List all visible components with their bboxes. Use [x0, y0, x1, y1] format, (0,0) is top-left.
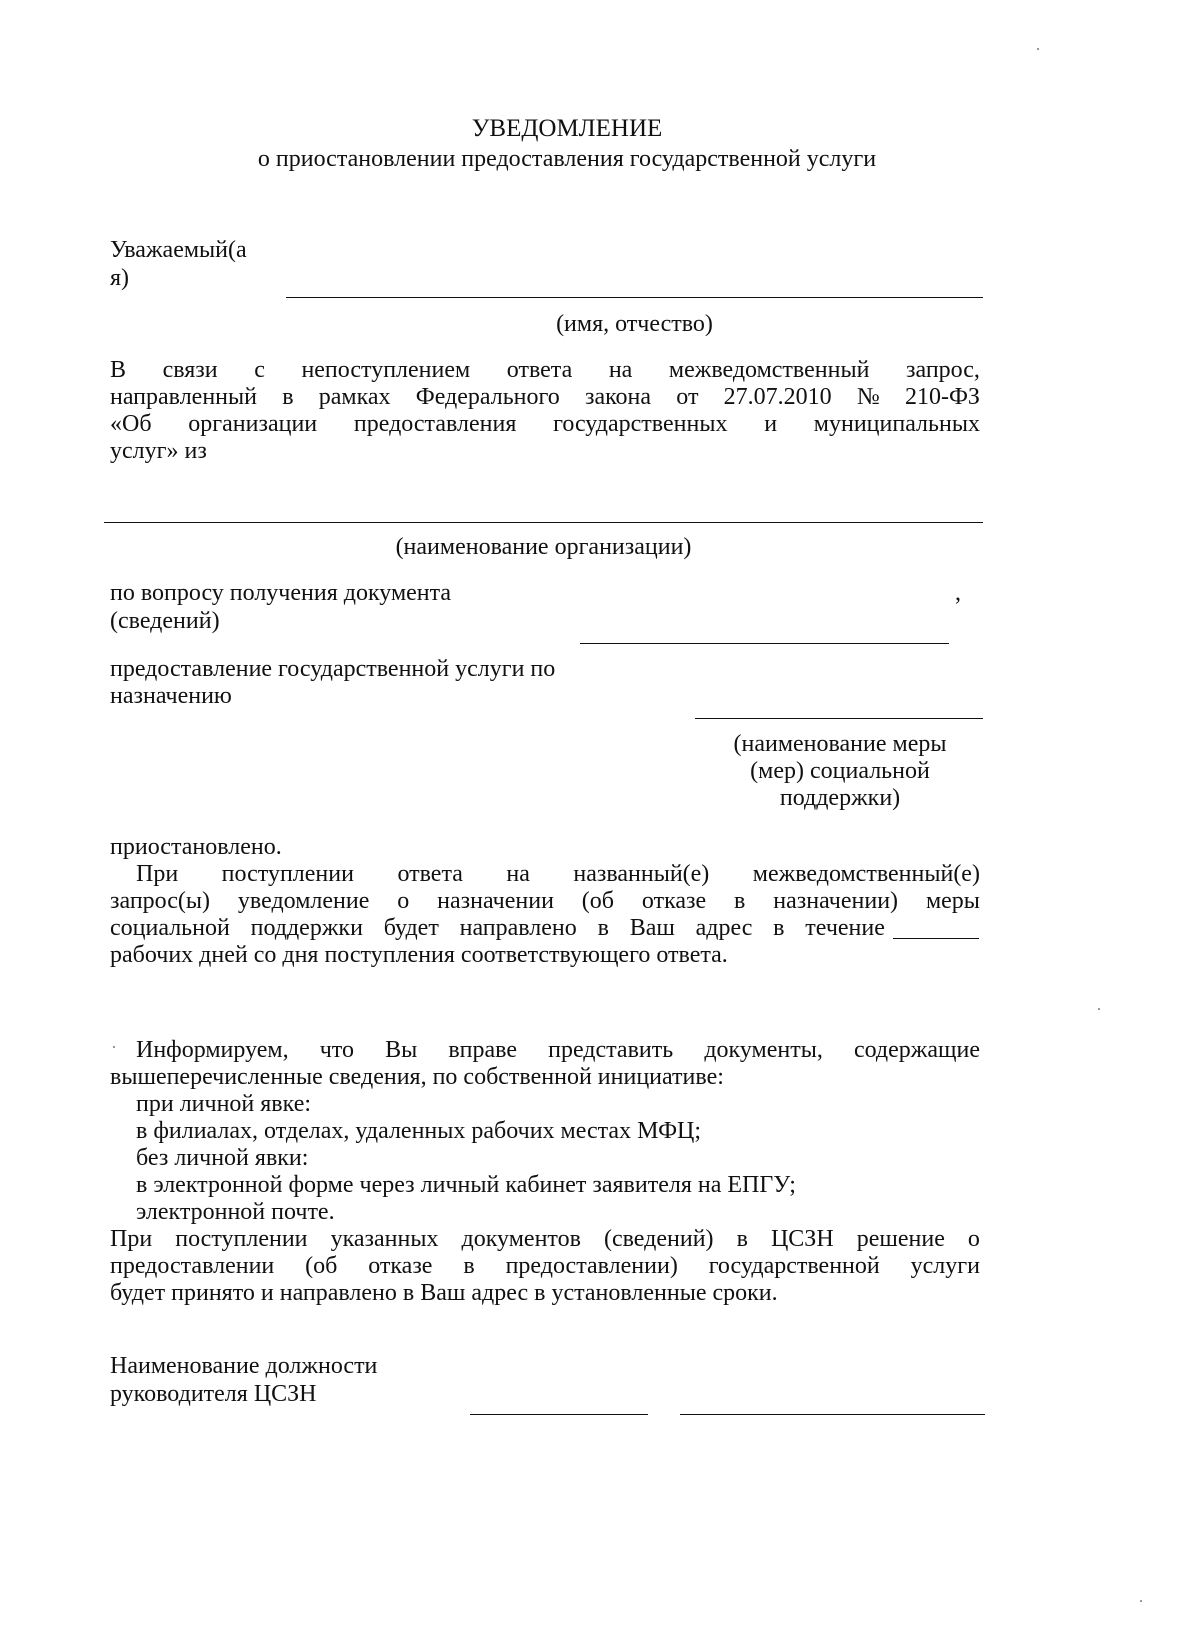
inform-final-line2: предоставлении (об отказе в предоставлении) государственной услуги — [110, 1253, 980, 1279]
document-question-line1: по вопросу получения документа — [110, 580, 452, 606]
inform-line2: вышеперечисленные сведения, по собственной инициативе: — [110, 1064, 724, 1090]
measure-caption-line2: (мер) социальной — [750, 758, 930, 784]
inform-item5: электронной почте. — [136, 1199, 335, 1225]
intro-line1: В связи с непоступлением ответа на межведомственный запрос, — [110, 357, 980, 383]
inform-item3: без личной явки: — [136, 1145, 309, 1171]
service-line1: предоставление государственной услуги по — [110, 656, 556, 682]
inform-final-line1: При поступлении указанных документов (сведений) в ЦСЗН решение о — [110, 1226, 980, 1252]
scan-speck — [1140, 1600, 1142, 1602]
measure-caption-line3: поддержки) — [779, 785, 901, 811]
document-question-comma: , — [955, 580, 961, 606]
document-question-line2: (сведений) — [110, 608, 220, 634]
measure-blank-line — [695, 718, 983, 719]
salutation-line1: Уважаемый(а — [110, 237, 247, 263]
inform-final-line3: будет принято и направлено в Ваш адрес в установленные сроки. — [110, 1280, 778, 1306]
document-subtitle: о приостановлении предоставления государственной услуги — [257, 146, 877, 172]
signature-position-line1: Наименование должности — [110, 1353, 378, 1379]
inform-item4: в электронной форме через личный кабинет заявителя на ЕПГУ; — [136, 1172, 796, 1198]
organization-caption: (наименование организации) — [395, 534, 692, 560]
document-blank-line — [580, 643, 949, 644]
intro-line2: направленный в рамках Федерального закона от 27.07.2010 № 210-ФЗ — [110, 384, 980, 410]
scan-speck — [113, 1046, 115, 1048]
intro-line3: «Об организации предоставления государственных и муниципальных — [110, 411, 980, 437]
inform-item1: при личной явке: — [136, 1091, 312, 1117]
signature-blank-line — [470, 1414, 648, 1415]
inform-item2: в филиалах, отделах, удаленных рабочих местах МФЦ; — [136, 1118, 702, 1144]
suspended-para-line1: При поступлении ответа на названный(е) межведомственный(е) — [136, 861, 980, 887]
salutation-line2: я) — [110, 265, 130, 291]
signature-position-line2: руководителя ЦСЗН — [110, 1381, 317, 1407]
name-blank-line — [286, 297, 983, 298]
suspended-para-line3: социальной поддержки будет направлено в Ваш адрес в течение — [110, 915, 885, 941]
signature-name-blank-line — [680, 1414, 985, 1415]
measure-caption-line1: (наименование меры — [733, 731, 947, 757]
suspended-para-line2: запрос(ы) уведомление о назначении (об отказе в назначении) меры — [110, 888, 980, 914]
days-blank-line — [893, 938, 979, 939]
service-line2: назначению — [110, 683, 232, 709]
name-caption: (имя, отчество) — [556, 311, 713, 337]
scan-speck — [1098, 1008, 1100, 1010]
suspended-text: приостановлено. — [110, 834, 282, 860]
inform-line1: Информируем, что Вы вправе представить документы, содержащие — [136, 1037, 980, 1063]
organization-blank-line — [104, 522, 983, 523]
document-title: УВЕДОМЛЕНИЕ — [471, 115, 663, 142]
intro-line4: услуг» из — [110, 438, 207, 464]
suspended-para-line4: рабочих дней со дня поступления соответствующего ответа. — [110, 942, 728, 968]
scan-speck — [1037, 48, 1039, 50]
